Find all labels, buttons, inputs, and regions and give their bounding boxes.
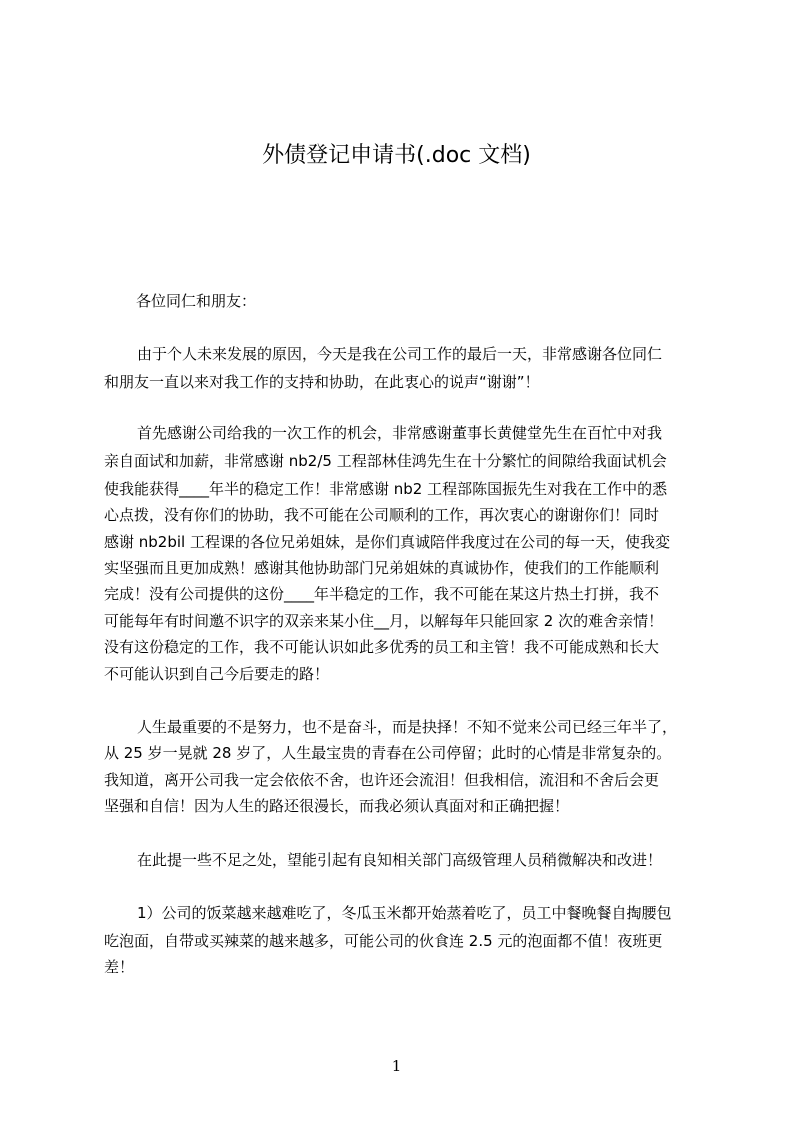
paragraph-line: 完成！没有公司提供的这份____年半稳定的工作，我不可能在某这片热土打拼，我不 xyxy=(104,585,660,603)
paragraph-line: 亲自面试和加薪，非常感谢 nb2/5 工程部林佳鸿先生在十分繁忙的间隙给我面试机会 xyxy=(104,452,667,470)
paragraph-line: 心点拨，没有你们的协助，我不可能在公司顺利的工作，再次衷心的谢谢你们！同时 xyxy=(104,506,660,524)
paragraph-line: 实坚强而且更加成熟！感谢其他协助部门兄弟姐妹的真诚协作，使我们的工作能顺利 xyxy=(104,559,660,577)
paragraph-line: 感谢 nb2bil 工程课的各位兄弟姐妹，是你们真诚陪伴我度过在公司的每一天，使我変 xyxy=(104,533,670,551)
paragraph-line: 使我能获得____年半的稳定工作！非常感谢 nb2 工程部陈国振先生对我在工作中的悉 xyxy=(104,480,668,498)
document-title: 外债登记申请书(.doc 文档) xyxy=(262,143,531,168)
paragraph-line: 差！ xyxy=(104,958,135,976)
paragraph-line: 从 25 岁一晃就 28 岁了，人生最宝贵的青春在公司停留；此时的心情是非常复杂的。 xyxy=(104,744,672,762)
paragraph-line: 可能每年有时间邀不识字的双亲来某小住__月，以解每年只能回家 2 次的难舍亲情！ xyxy=(104,612,664,630)
paragraph-line: 由于个人未来发展的原因，今天是我在公司工作的最后一天，非常感谢各位同仁 xyxy=(137,345,663,363)
paragraph-line: 没有这份稳定的工作，我不可能认识如此多优秀的员工和主管！我不可能成熟和长大 xyxy=(104,638,660,656)
paragraph-line: 首先感谢公司给我的一次工作的机会，非常感谢董事长黄健堂先生在百忙中对我 xyxy=(137,424,663,442)
paragraph-line: 人生最重要的不是努力，也不是奋斗，而是抉择！不知不觉来公司已经三年半了， xyxy=(137,718,678,736)
paragraph-line: 坚强和自信！因为人生的路还很漫长，而我必须认真面对和正确把握！ xyxy=(104,797,570,815)
paragraph-line: 在此提一些不足之处，望能引起有良知相关部门高级管理人员稍微解决和改进！ xyxy=(137,851,663,869)
salutation: 各位同仁和朋友： xyxy=(136,292,257,310)
paragraph-line: 不可能认识到自己今后要走的路！ xyxy=(104,665,330,683)
paragraph-line: 和朋友一直以来对我工作的支持和协助，在此衷心的说声“谢谢”！ xyxy=(104,373,540,391)
paragraph-line: 我知道，离开公司我一定会依依不舍，也许还会流泪！但我相信，流泪和不舍后会更 xyxy=(104,771,660,789)
page-number: 1 xyxy=(391,1057,402,1075)
paragraph-line: 1）公司的饭菜越来越难吃了，冬瓜玉米都开始蒸着吃了，员工中餐晚餐自掏腰包 xyxy=(137,904,672,922)
paragraph-line: 吃泡面，自带或买辣菜的越来越多，可能公司的伙食连 2.5 元的泡面都不值！夜班更 xyxy=(104,932,663,950)
